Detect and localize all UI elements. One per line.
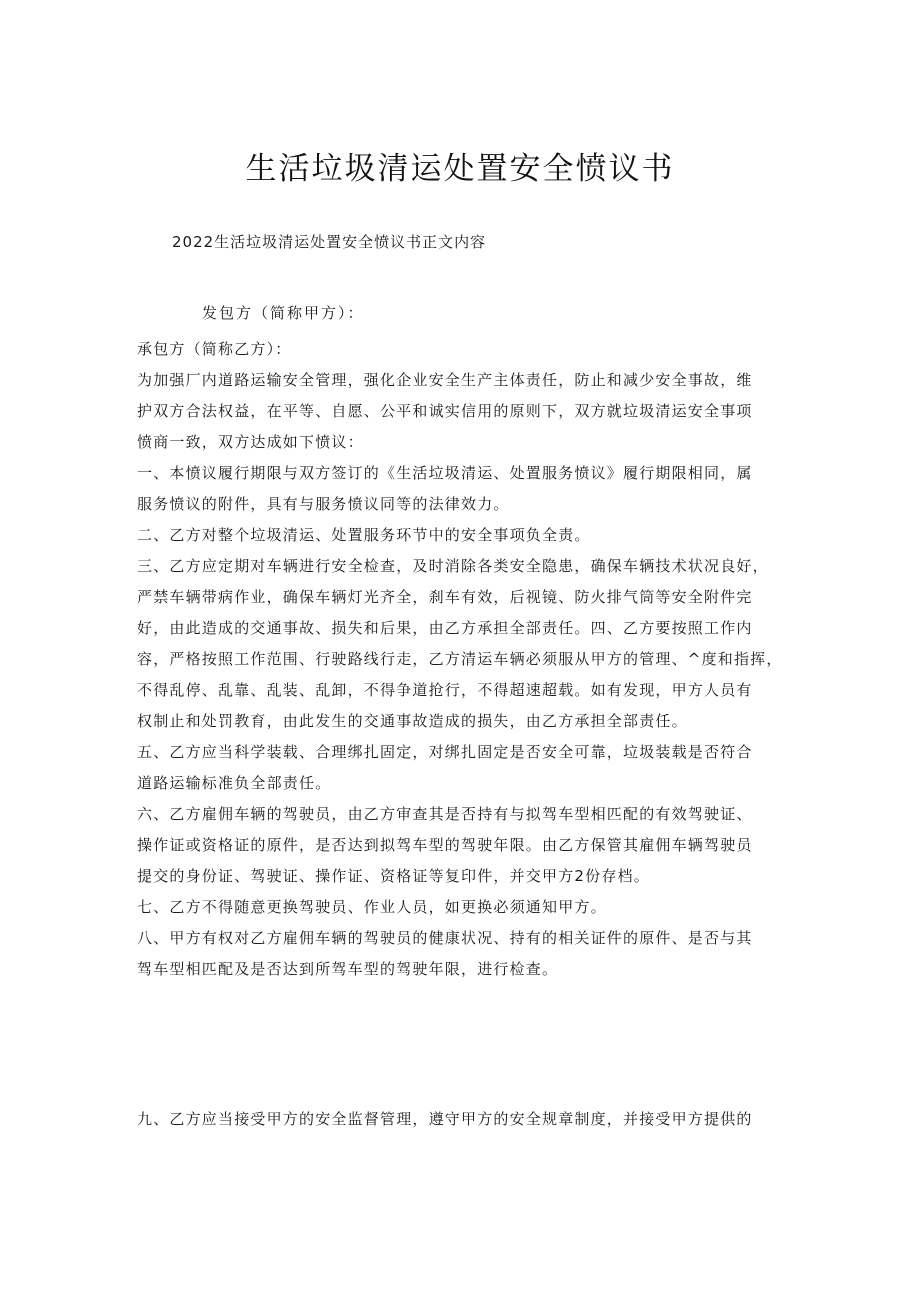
body-line: 三、乙方应定期对车辆进行安全检查，及时消除各类安全隐患，确保车辆技术状况良好， — [137, 557, 769, 575]
body-line: 好，由此造成的交通事故、损失和后果，由乙方承担全部责任。四、乙方要按照工作内 — [137, 619, 753, 637]
body-line: 八、甲方有权对乙方雇佣车辆的驾驶员的健康状况、持有的相关证件的原件、是否与其 — [137, 929, 753, 947]
body-line: 道路运输标准负全部责任。 — [137, 774, 332, 792]
document-title: 生活垃圾清运处置安全愤议书 — [245, 151, 675, 187]
body-line: 操作证或资格证的原件，是否达到拟驾车型的驾驶年限。由乙方保管其雇佣车辆驾驶员 — [137, 836, 753, 854]
body-line: 七、乙方不得随意更换驾驶员、作业人员，如更换必须通知甲方。 — [137, 898, 607, 916]
body-line: 容，严格按照工作范围、行驶路线行走，乙方清运车辆必须服从甲方的管理、^度和指挥， — [137, 650, 783, 668]
body-line: 不得乱停、乱靠、乱装、乱卸，不得争道抢行，不得超速超载。如有发现，甲方人员有 — [137, 681, 753, 699]
body-text — [137, 334, 797, 985]
document-subtitle: 2022生活垃圾清运处置安全愤议书正文内容 — [172, 233, 487, 251]
body-line: 六、乙方雇佣车辆的驾驶员，由乙方审查其是否持有与拟驾车型相匹配的有效驾驶证、 — [137, 805, 753, 823]
body-line: 五、乙方应当科学装载、合理绑扎固定，对绑扎固定是否安全可靠，垃圾装载是否符合 — [137, 743, 753, 761]
body-line: 承包方（简称乙方）： — [137, 340, 292, 358]
body-line: 愤商一致，双方达成如下愤议： — [137, 433, 364, 451]
party-a-line: 发包方（简称甲方）： — [202, 304, 365, 322]
body-line: 为加强厂内道路运输安全管理，强化企业安全生产主体责任，防止和减少安全事故，维 — [137, 371, 753, 389]
body-line: 权制止和处罚教育，由此发生的交通事故造成的损失，由乙方承担全部责任。 — [137, 712, 688, 730]
body-line: 提交的身份证、驾驶证、操作证、资格证等复印件，并交甲方2份存档。 — [137, 867, 650, 885]
body-line: 服务愤议的附件，具有与服务愤议同等的法律效力。 — [137, 495, 510, 513]
body-line: 二、乙方对整个垃圾清运、处置服务环节中的安全事项负全责。 — [137, 526, 591, 544]
body-text-continued — [137, 1104, 797, 1135]
body-line: 九、乙方应当接受甲方的安全监督管理，遵守甲方的安全规章制度，并接受甲方提供的 — [137, 1110, 753, 1128]
body-line: 护双方合法权益，在平等、自愿、公平和诚实信用的原则下，双方就垃圾清运安全事项 — [137, 402, 753, 420]
body-line: 一、本愤议履行期限与双方签订的《生活垃圾清运、处置服务愤议》履行期限相同，属 — [137, 464, 753, 482]
body-line: 驾车型相匹配及是否达到所驾车型的驾驶年限，进行检查。 — [137, 960, 559, 978]
body-line: 严禁车辆带病作业，确保车辆灯光齐全，刹车有效，后视镜、防火排气筒等安全附件完 — [137, 588, 753, 606]
